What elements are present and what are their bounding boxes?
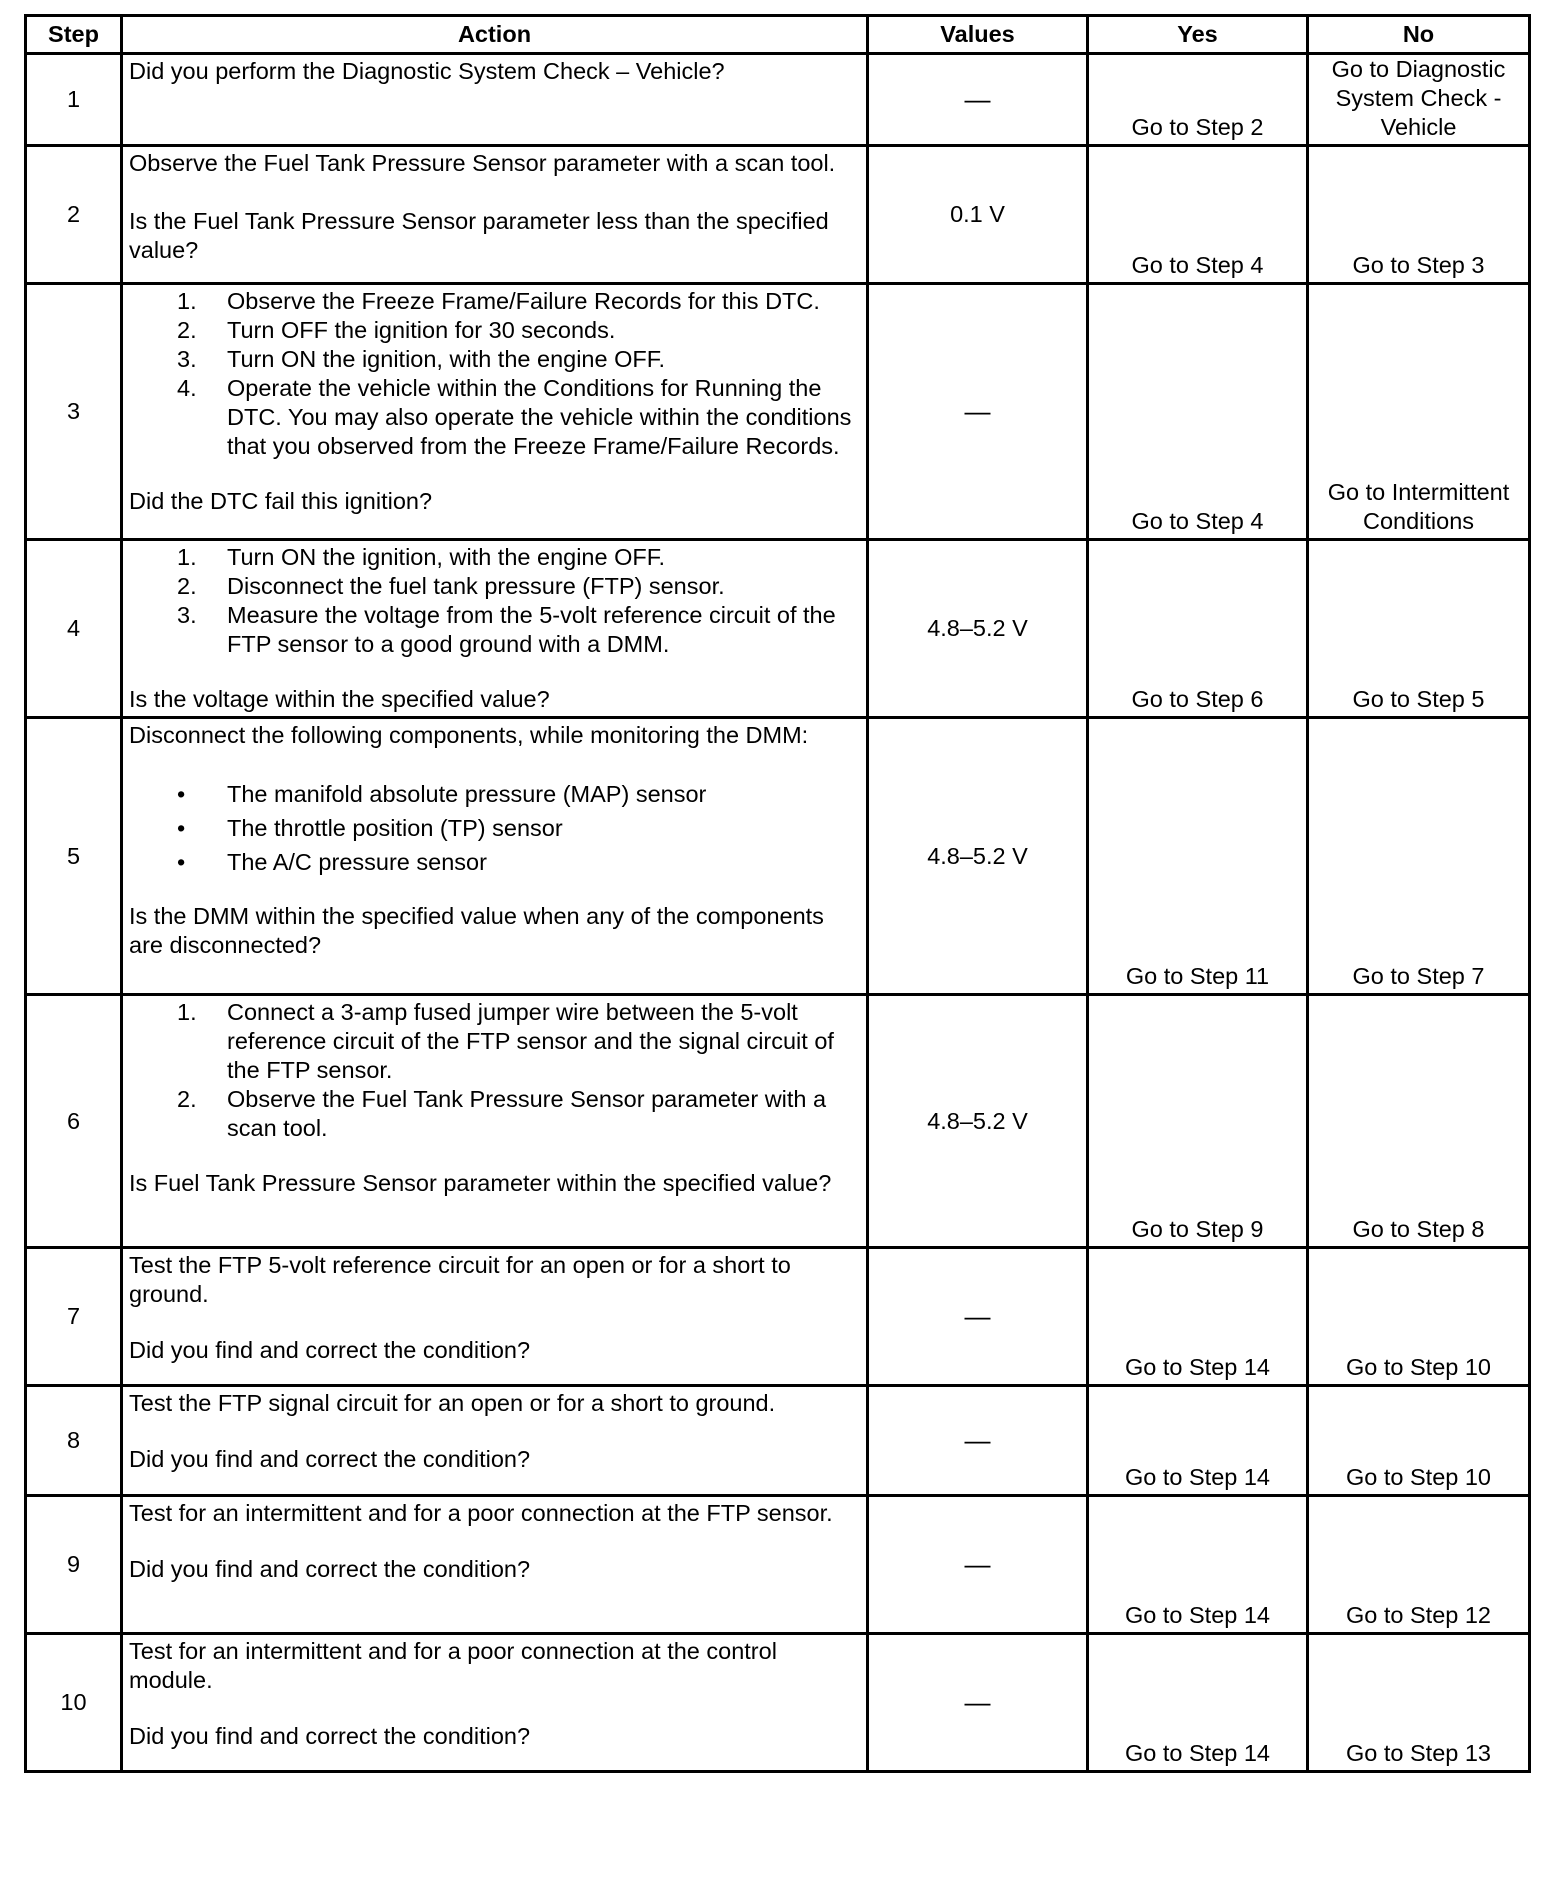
components-list [129, 780, 860, 877]
table-row [26, 54, 1530, 146]
value-cell: 4.8–5.2 V [868, 718, 1088, 995]
action-steps-list [129, 998, 860, 1143]
step-number: 7 [26, 1248, 122, 1386]
list-item: 2. Disconnect the fuel tank pressure (FTP) sensor. [177, 573, 725, 599]
no-cell: Go to Step 10 [1308, 1248, 1530, 1386]
header-action: Action [122, 16, 868, 54]
action-cell [122, 284, 868, 540]
yes-cell: Go to Step 2 [1088, 54, 1308, 146]
list-item: • The A/C pressure sensor [177, 849, 487, 875]
header-no: No [1308, 16, 1530, 54]
no-cell: Go to Diagnostic System Check - Vehicle [1308, 54, 1530, 146]
yes-cell: Go to Step 4 [1088, 146, 1308, 284]
list-item: 4. Operate the vehicle within the Conditions for Running the DTC. You may also operate the vehicle within the conditions that you observed from the Freeze Frame/Failure Records. [177, 375, 852, 459]
table-row [26, 284, 1530, 540]
action-cell [122, 995, 868, 1248]
no-cell: Go to Step 13 [1308, 1634, 1530, 1772]
table-row [26, 1496, 1530, 1634]
yes-cell: Go to Step 14 [1088, 1248, 1308, 1386]
header-yes: Yes [1088, 16, 1308, 54]
diagnostic-table [24, 14, 1531, 1773]
list-item: 2. Observe the Fuel Tank Pressure Sensor parameter with a scan tool. [177, 1086, 827, 1141]
table-row [26, 995, 1530, 1248]
action-text: Test for an intermittent and for a poor connection at the FTP sensor. [129, 1500, 833, 1526]
action-question: Did you find and correct the condition? [129, 1337, 531, 1363]
no-cell: Go to Step 8 [1308, 995, 1530, 1248]
header-step: Step [26, 16, 122, 54]
value-cell: — [868, 54, 1088, 146]
action-text: Test the FTP 5-volt reference circuit for an open or for a short to ground. [129, 1252, 791, 1307]
header-values: Values [868, 16, 1088, 54]
list-item: • The throttle position (TP) sensor [177, 815, 563, 841]
action-cell [122, 540, 868, 718]
header-row [26, 16, 1530, 54]
no-cell: Go to Step 5 [1308, 540, 1530, 718]
yes-cell: Go to Step 9 [1088, 995, 1308, 1248]
action-question: Did the DTC fail this ignition? [129, 488, 433, 514]
action-text: Test the FTP signal circuit for an open or for a short to ground. [129, 1390, 776, 1416]
value-cell: — [868, 1634, 1088, 1772]
table-row [26, 1248, 1530, 1386]
action-cell [122, 1248, 868, 1386]
yes-cell: Go to Step 11 [1088, 718, 1308, 995]
action-cell [122, 1496, 868, 1634]
list-item: 1. Observe the Freeze Frame/Failure Records for this DTC. [177, 288, 820, 314]
step-number: 10 [26, 1634, 122, 1772]
yes-cell: Go to Step 4 [1088, 284, 1308, 540]
value-cell: — [868, 284, 1088, 540]
table-row [26, 146, 1530, 284]
value-cell: — [868, 1496, 1088, 1634]
action-cell [122, 718, 868, 995]
table-row [26, 540, 1530, 718]
no-cell: Go to Step 12 [1308, 1496, 1530, 1634]
step-number: 9 [26, 1496, 122, 1634]
list-item: • The manifold absolute pressure (MAP) sensor [177, 781, 707, 807]
yes-cell: Go to Step 6 [1088, 540, 1308, 718]
list-item: 2. Turn OFF the ignition for 30 seconds. [177, 317, 616, 343]
value-cell: 4.8–5.2 V [868, 540, 1088, 718]
action-question: Is Fuel Tank Pressure Sensor parameter within the specified value? [129, 1170, 832, 1196]
no-cell: Go to Step 10 [1308, 1386, 1530, 1496]
step-number: 1 [26, 54, 122, 146]
action-question: Is the Fuel Tank Pressure Sensor parameter less than the specified value? [129, 208, 829, 263]
step-number: 5 [26, 718, 122, 995]
action-text: Did you perform the Diagnostic System Check – Vehicle? [129, 58, 725, 84]
no-cell: Go to Step 3 [1308, 146, 1530, 284]
step-number: 3 [26, 284, 122, 540]
action-question: Did you find and correct the condition? [129, 1446, 531, 1472]
value-cell: — [868, 1386, 1088, 1496]
action-cell [122, 1634, 868, 1772]
value-cell: — [868, 1248, 1088, 1386]
table-row [26, 718, 1530, 995]
no-cell: Go to Step 7 [1308, 718, 1530, 995]
action-steps-list [129, 287, 860, 461]
action-text: Disconnect the following components, while monitoring the DMM: [129, 722, 809, 748]
action-question: Is the voltage within the specified value? [129, 686, 550, 712]
yes-cell: Go to Step 14 [1088, 1496, 1308, 1634]
step-number: 8 [26, 1386, 122, 1496]
list-item: 3. Turn ON the ignition, with the engine OFF. [177, 346, 666, 372]
table-row [26, 1634, 1530, 1772]
no-cell: Go to Intermittent Conditions [1308, 284, 1530, 540]
step-number: 6 [26, 995, 122, 1248]
list-item: 3. Measure the voltage from the 5-volt reference circuit of the FTP sensor to a good ground with a DMM. [177, 602, 836, 657]
action-question: Did you find and correct the condition? [129, 1556, 531, 1582]
value-cell: 0.1 V [868, 146, 1088, 284]
yes-cell: Go to Step 14 [1088, 1634, 1308, 1772]
list-item: 1. Turn ON the ignition, with the engine OFF. [177, 544, 666, 570]
table-row [26, 1386, 1530, 1496]
action-text: Test for an intermittent and for a poor connection at the control module. [129, 1638, 777, 1693]
action-cell [122, 54, 868, 146]
action-cell [122, 1386, 868, 1496]
action-question: Is the DMM within the specified value when any of the components are disconnected? [129, 903, 824, 958]
action-cell [122, 146, 868, 284]
list-item: 1. Connect a 3-amp fused jumper wire between the 5-volt reference circuit of the FTP sensor and the signal circuit of the FTP sensor. [177, 999, 834, 1083]
action-text: Observe the Fuel Tank Pressure Sensor parameter with a scan tool. [129, 150, 836, 176]
step-number: 4 [26, 540, 122, 718]
action-question: Did you find and correct the condition? [129, 1723, 531, 1749]
step-number: 2 [26, 146, 122, 284]
yes-cell: Go to Step 14 [1088, 1386, 1308, 1496]
value-cell: 4.8–5.2 V [868, 995, 1088, 1248]
action-steps-list [129, 543, 860, 659]
